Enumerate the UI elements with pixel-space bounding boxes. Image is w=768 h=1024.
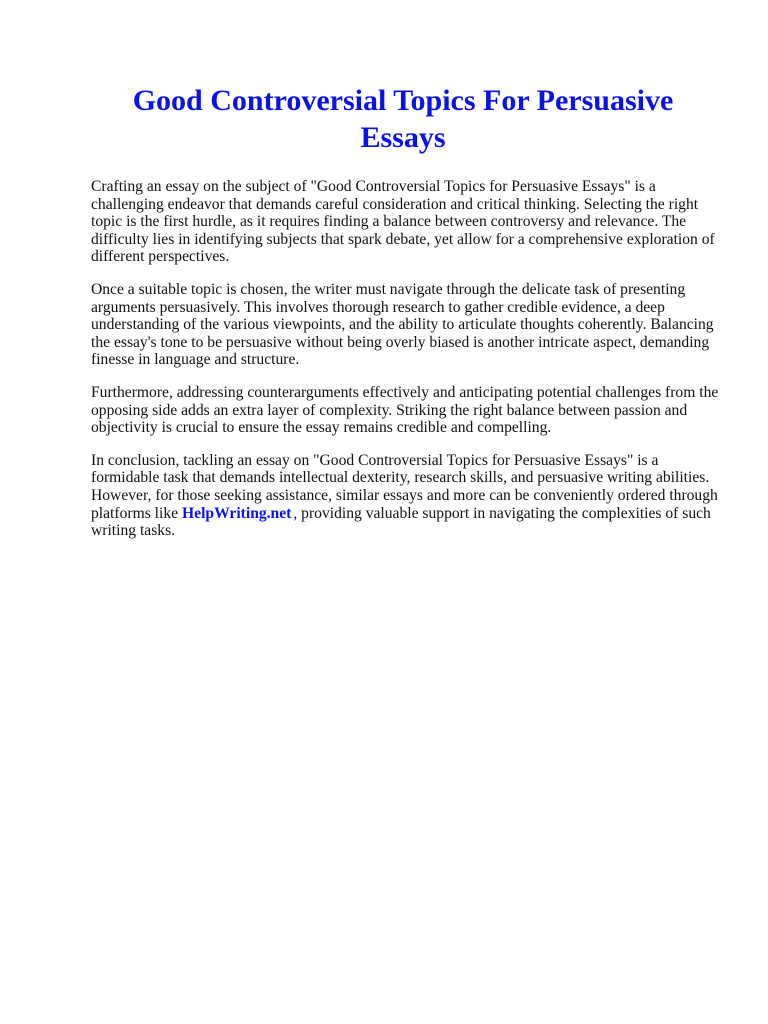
paragraph-3: Furthermore, addressing counterarguments effectively and anticipating potential challenges from the opposing side adds an extra layer of complexity. Striking the right balance between passion and objectivity is crucial to ensure the essay remains credible and compelling. xyxy=(91,383,719,437)
document-body xyxy=(91,178,721,555)
page-title: Good Controversial Topics For Persuasive Essays xyxy=(132,84,674,154)
paragraph-1: Crafting an essay on the subject of "Good Controversial Topics for Persuasive Essays" is a challenging endeavor that demands careful consideration and critical thinking. Selecting the right topic is the first hurdle, as it requires finding a balance between controversy and relevance. The difficulty lies in identifying subjects that spark debate, yet allow for a comprehensive exploration of different perspectives. xyxy=(91,178,715,266)
conclusion-text-before-link: In conclusion, tackling an essay on "Good Controversial Topics for Persuasive Essays" is a formidable task that demands intellectual dexterity, research skills, and persuasive writing abilities. However, for those seeking assistance, similar essays and more can be conveniently ordered through platforms like xyxy=(91,451,718,522)
paragraph-conclusion xyxy=(91,452,721,540)
helpwriting-link[interactable]: HelpWriting.net xyxy=(182,504,292,522)
paragraph-2: Once a suitable topic is chosen, the writer must navigate through the delicate task of presenting arguments persuasively. This involves thorough research to gather credible evidence, a deep understanding of the various viewpoints, and the ability to articulate thoughts coherently. Balancing the essay's tone to be persuasive without being overly biased is another intricate aspect, demanding finesse in language and structure. xyxy=(91,280,714,369)
conclusion-text-after-link: , providing valuable support in navigating the complexities of such writing tasks. xyxy=(91,504,711,540)
